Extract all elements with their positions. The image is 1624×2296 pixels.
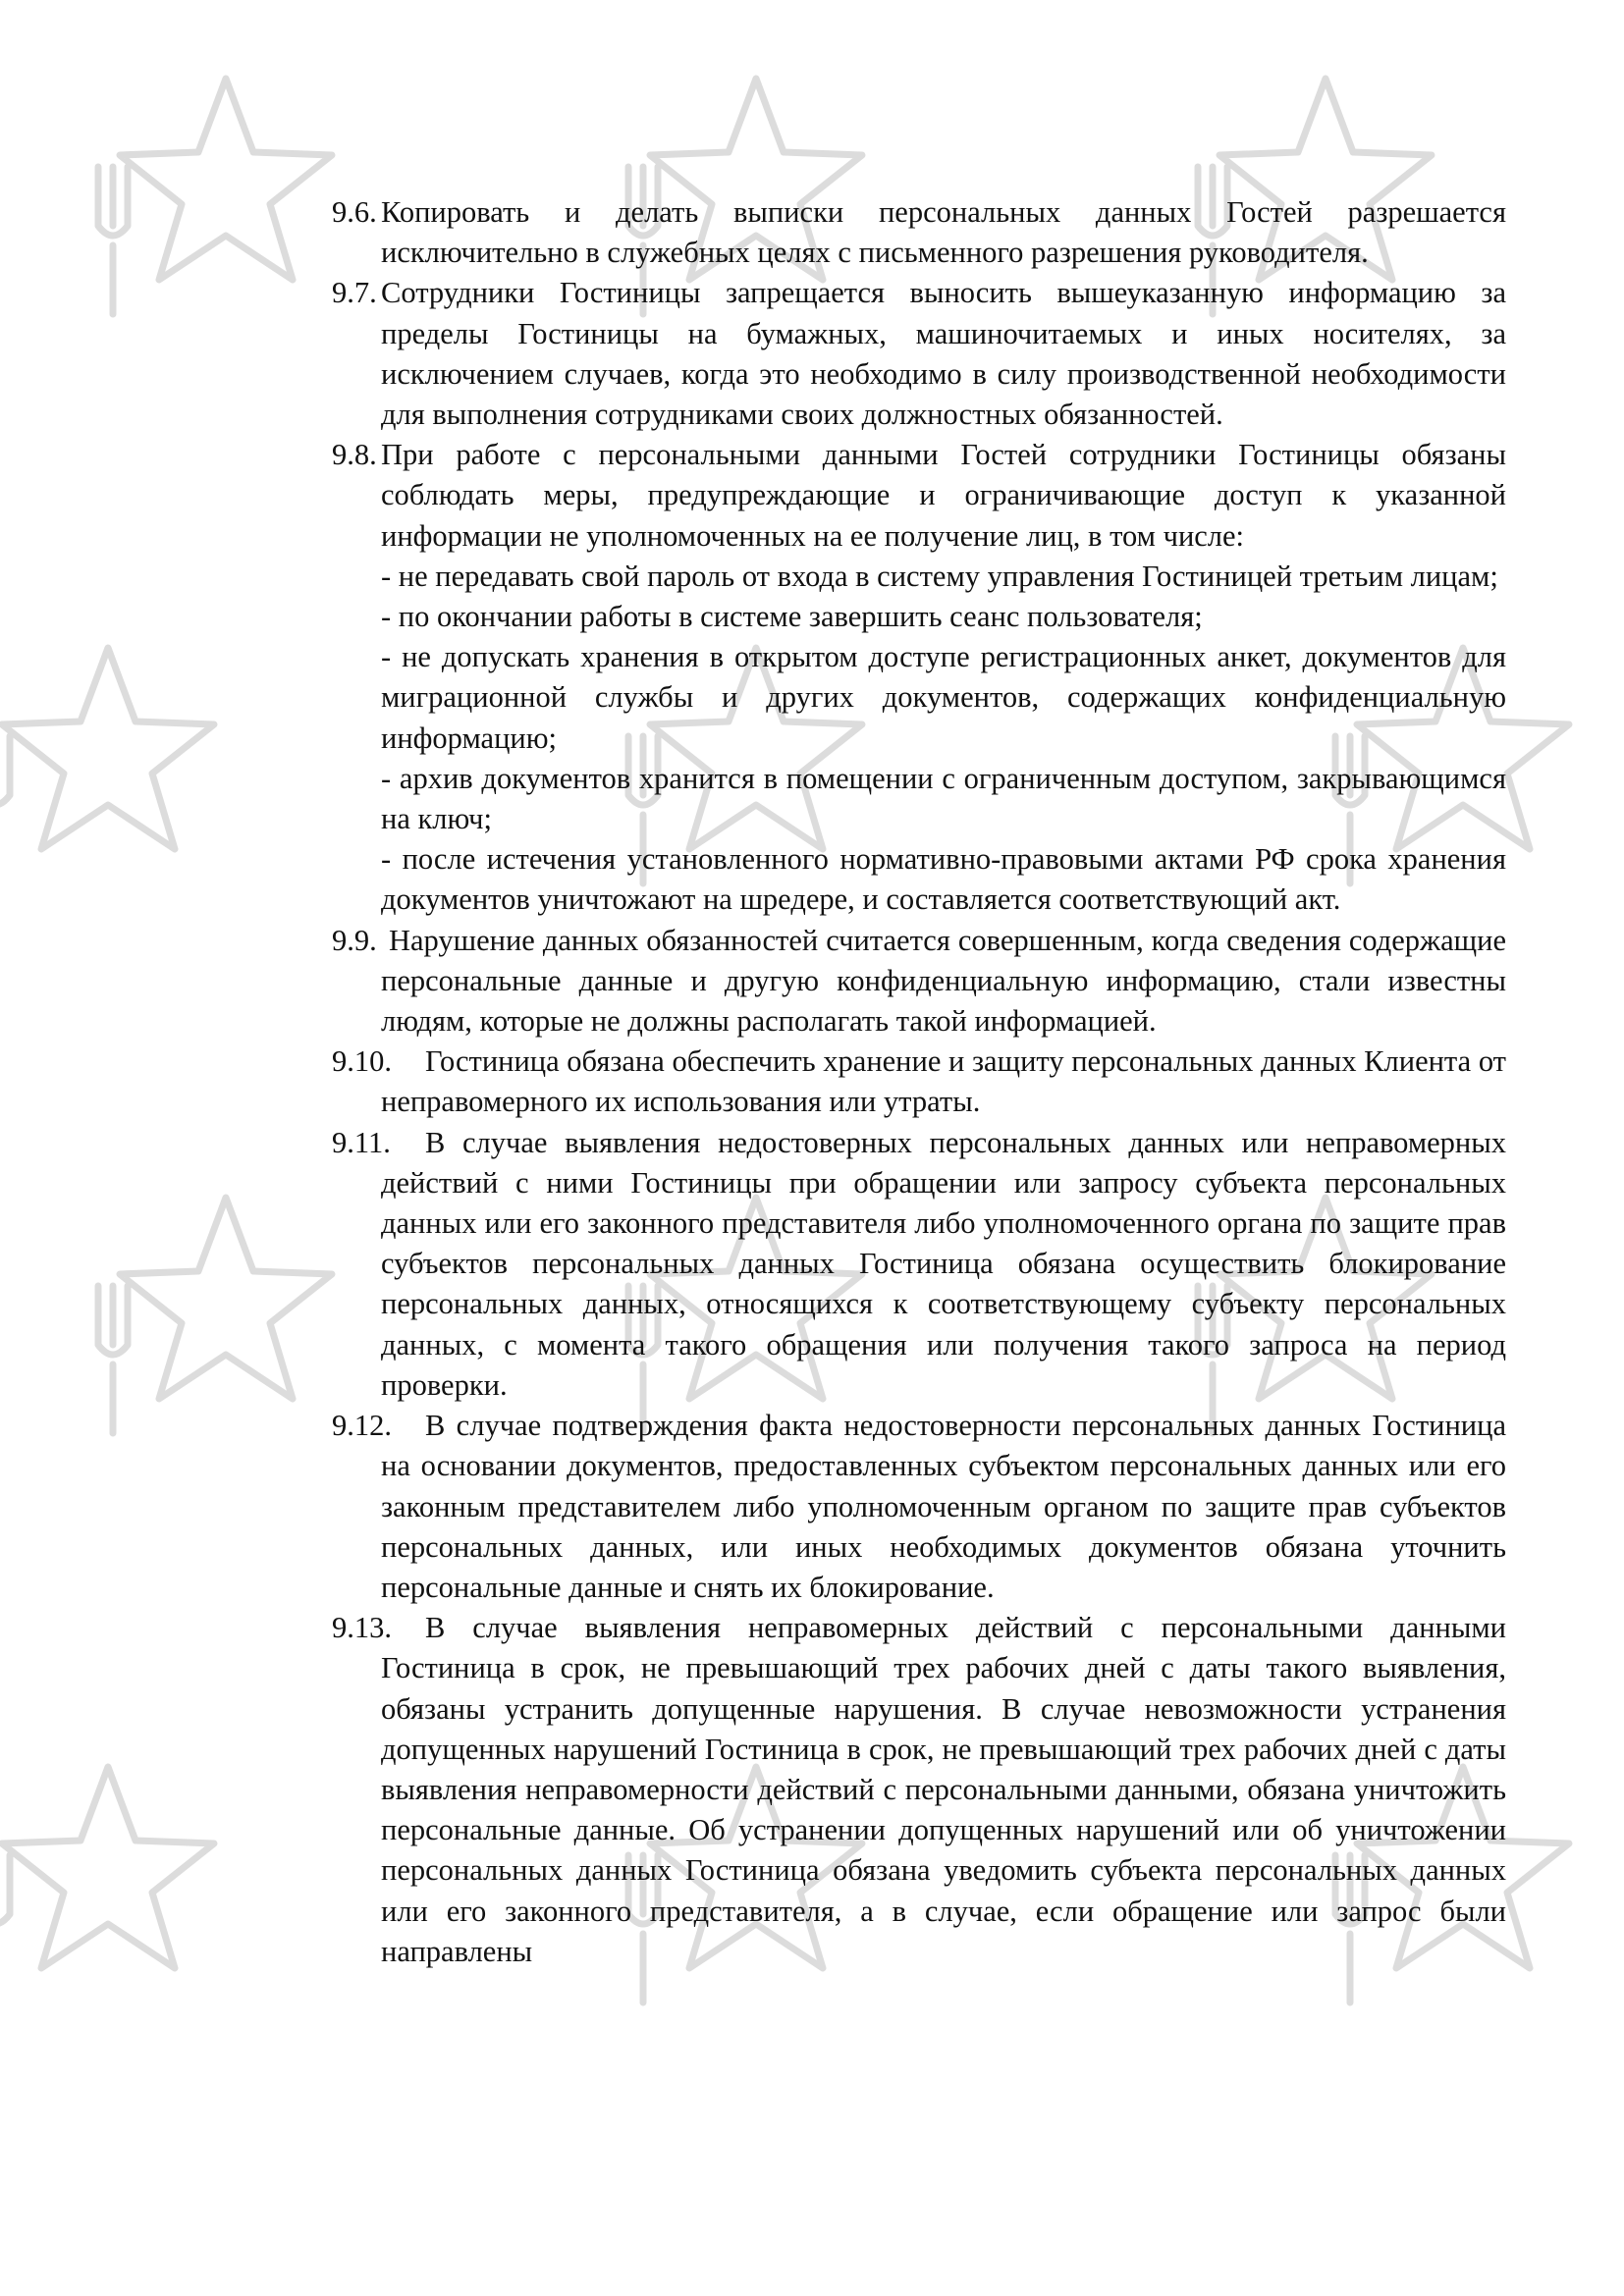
- watermark-logo: [0, 1747, 275, 2042]
- paragraph-9-12: [332, 1406, 1506, 1608]
- paragraph-number: 9.8.: [332, 438, 377, 472]
- paragraph-text: В случае подтверждения факта недостоверности персональных данных Гостиница на основании документов, предоставленных субъектом персональных данных или его законным представителем либо уполномоченным органом по защите прав субъектов персональных данных, или иных необходимых документов обязана уточнить персональные данные и снять их блокирование.: [381, 1409, 1506, 1604]
- paragraph-number: 9.12.: [332, 1409, 392, 1443]
- paragraph-number: 9.13.: [332, 1611, 392, 1645]
- paragraph-9-9: [332, 921, 1506, 1042]
- paragraph-9-7: [332, 273, 1506, 435]
- bullet-item: - после истечения установленного нормативно-правовыми актами РФ срока хранения документов уничтожают на шредере, и составляется соответствующий акт.: [381, 842, 1506, 917]
- paragraph-number: 9.7.: [332, 276, 377, 310]
- paragraph-text: Нарушение данных обязанностей считается совершенным, когда сведения содержащие персональные данные и другую конфиденциальную информацию, стали известны людям, которые не должны располагать такой информацией.: [381, 923, 1506, 1039]
- paragraph-9-8: [332, 435, 1506, 557]
- document-body: [332, 192, 1506, 1972]
- paragraph-number: 9.11.: [332, 1125, 391, 1159]
- paragraph-text: При работе с персональными данными Гостей сотрудники Гостиницы обязаны соблюдать меры, предупреждающие и ограничивающие доступ к указанной информации не уполномоченных на ее получение лиц, в том числе:: [381, 438, 1506, 553]
- paragraph-9-6: [332, 192, 1506, 273]
- paragraph-9-10: [332, 1041, 1506, 1122]
- paragraph-text: Сотрудники Гостиницы запрещается выносить вышеуказанную информацию за пределы Гостиницы на бумажных, машиночитаемых и иных носителях, за исключением случаев, когда это необходимо в силу производственной необходимости для выполнения сотрудниками своих должностных обязанностей.: [381, 276, 1506, 432]
- bullet-item: - не передавать свой пароль от входа в систему управления Гостиницей третьим лицам;: [381, 559, 1498, 593]
- paragraph-number: 9.9.: [332, 923, 377, 957]
- bullet-item: - архив документов хранится в помещении с ограниченным доступом, закрывающимся на ключ;: [381, 761, 1506, 836]
- paragraph-text: Копировать и делать выписки персональных данных Гостей разрешается исключительно в служебных целях с письменного разрешения руководителя.: [381, 195, 1506, 270]
- paragraph-text: Гостиница обязана обеспечить хранение и защиту персональных данных Клиента от неправомерного их использования или утраты.: [381, 1044, 1506, 1119]
- bullet-item: - по окончании работы в системе завершить сеанс пользователя;: [381, 600, 1203, 634]
- bullet-item: - не допускать хранения в открытом доступе регистрационных анкет, документов для миграционной службы и других документов, содержащих конфиденциальную информацию;: [381, 640, 1506, 755]
- watermark-logo: [0, 628, 275, 923]
- paragraph-text: В случае выявления недостоверных персональных данных или неправомерных действий с ними Гостиницы при обращении или запросу субъекта персональных данных или его законного представителя либо уполномоченного органа по защите прав субъектов персональных данных Гостиница обязана осуществить блокирование персональных данных, относящихся к соответствующему субъекту персональных данных, с момента такого обращения или получения такого запроса на период проверки.: [381, 1125, 1506, 1402]
- paragraph-9-11: [332, 1123, 1506, 1406]
- paragraph-number: 9.10.: [332, 1044, 392, 1079]
- paragraph-text: В случае выявления неправомерных действий с персональными данными Гостиница в срок, не превышающий трех рабочих дней с даты такого выявления, обязаны устранить допущенные нарушения. В случае невозможности устранения допущенных нарушений Гостиница в срок, не превышающий трех рабочих дней с даты выявления неправомерности действий с персональными данными, обязана уничтожить персональные данные. Об устранении допущенных нарушений или об уничтожении персональных данных Гостиница обязана уведомить субъекта персональных данных или его законного представителя, а в случае, если обращение или запрос были направлены: [381, 1611, 1506, 1968]
- paragraph-9-13: [332, 1608, 1506, 1972]
- paragraph-number: 9.6.: [332, 195, 377, 229]
